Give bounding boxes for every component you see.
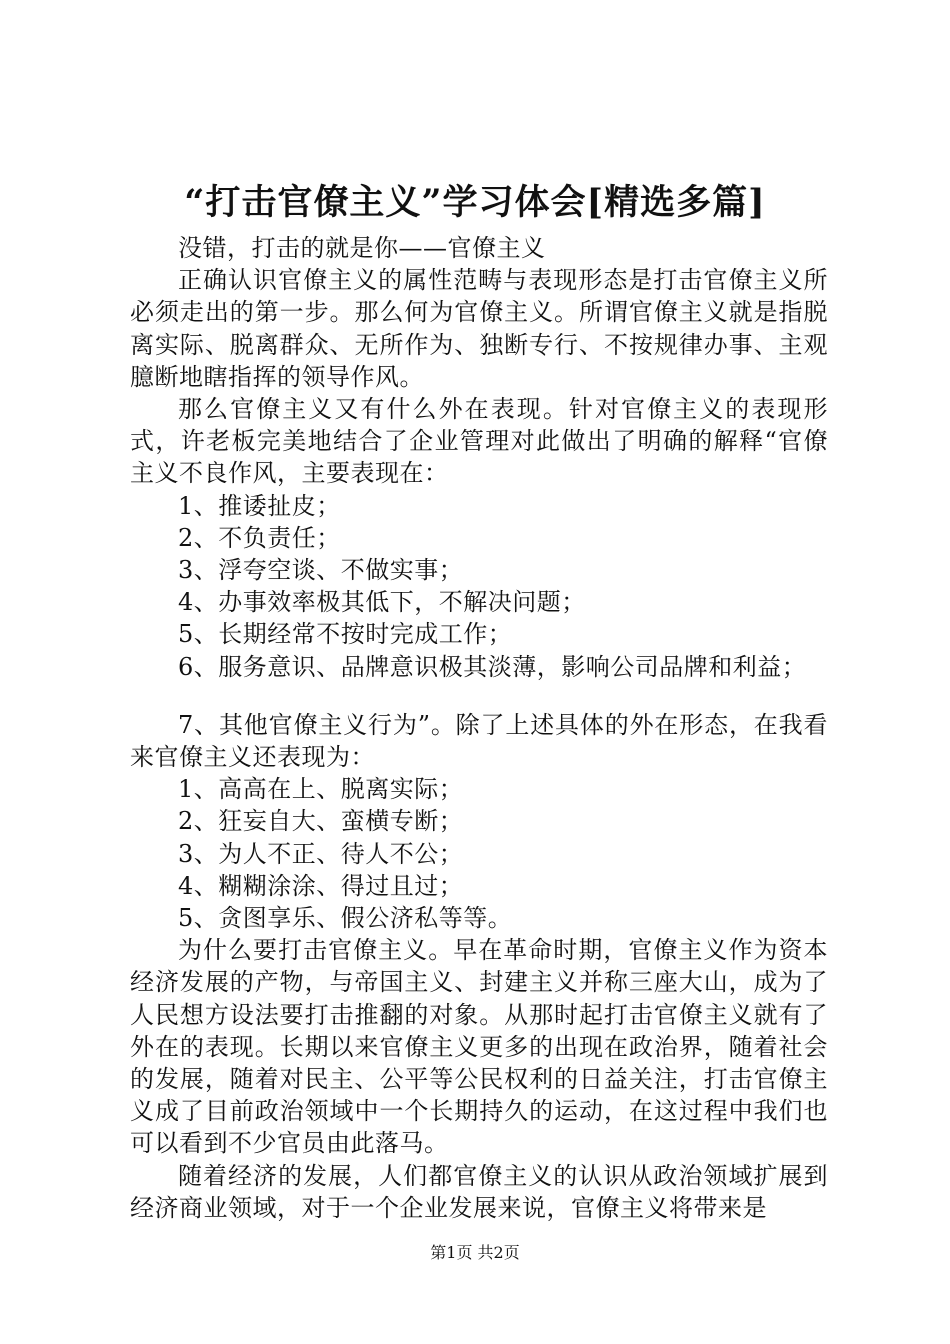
blank-line xyxy=(130,683,828,709)
list-item: 1、高高在上、脱离实际； xyxy=(178,775,464,804)
paragraph-manifestation: 那么官僚主义又有什么外在表现。针对官僚主义的表现形式，许老板完美地结合了企业管理对此做出了明确的解释“官僚主义不良作风，主要表现在： xyxy=(130,395,828,488)
list-item: 6、服务意识、品牌意识极其淡薄，影响公司品牌和利益； xyxy=(178,652,807,681)
list-item: 2、不负责任； xyxy=(178,523,341,552)
list-item: 5、长期经常不按时完成工作； xyxy=(178,620,513,649)
list-item: 3、为人不正、待人不公； xyxy=(178,839,464,868)
list-item: 4、糊糊涂涂、得过且过； xyxy=(178,871,464,900)
paragraph-why: 为什么要打击官僚主义。早在革命时期，官僚主义作为资本经济发展的产物，与帝国主义、封建主义并称三座大山，成为了人民想方设法要打击推翻的对象。从那时起打击官僚主义就有了外在的表现。长期以来官僚主义更多的出现在政治界，随着社会的发展，随着对民主、公平等公民权利的日益关注，打击官僚主义成了目前政治领域中一个长期持久的运动，在这过程中我们也可以看到不少官员由此落马。 xyxy=(130,936,828,1158)
paragraph-definition: 正确认识官僚主义的属性范畴与表现形态是打击官僚主义所必须走出的第一步。那么何为官僚主义。所谓官僚主义就是指脱离实际、脱离群众、无所作为、独断专行、不按规律办事、主观臆断地瞎指挥的领导作风。 xyxy=(130,266,828,391)
list-item: 3、浮夸空谈、不做实事； xyxy=(178,556,464,585)
paragraph-other-behaviors: 7、其他官僚主义行为”。除了上述具体的外在形态，在我看来官僚主义还表现为： xyxy=(130,710,828,772)
list-item: 4、办事效率极其低下，不解决问题； xyxy=(178,588,586,617)
subtitle-line: 没错，打击的就是你——官僚主义 xyxy=(178,234,546,262)
document-body xyxy=(130,232,828,1224)
document-title: “打击官僚主义”学习体会[精选多篇] xyxy=(184,182,766,223)
list-item: 5、贪图享乐、假公济私等等。 xyxy=(178,904,513,933)
list-item: 1、推诿扯皮； xyxy=(178,491,341,520)
page-footer: 第1页 共2页 xyxy=(430,1243,520,1262)
paragraph-economy: 随着经济的发展，人们都官僚主义的认识从政治领域扩展到经济商业领域，对于一个企业发展来说，官僚主义将带来是 xyxy=(130,1161,828,1222)
list-item: 2、狂妄自大、蛮横专断； xyxy=(178,807,464,836)
